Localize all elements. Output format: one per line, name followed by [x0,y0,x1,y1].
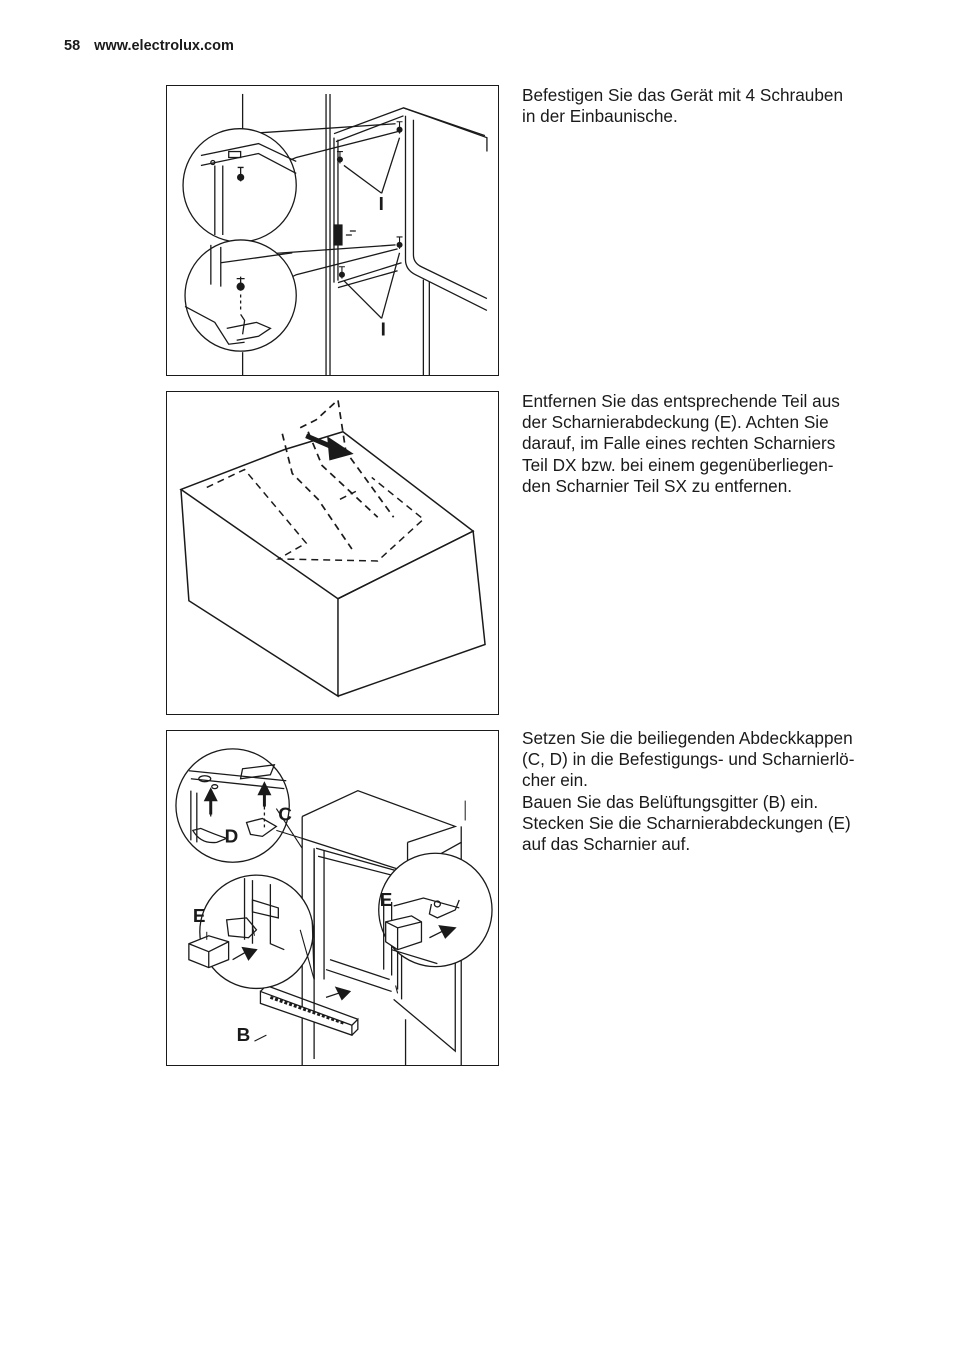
step-1-text [522,85,892,127]
text-line: Bauen Sie das Belüftungsgitter (B) ein. [522,791,819,812]
text-line: in der Einbaunische. [522,106,678,127]
text-line: darauf, im Falle eines rechten Scharniers [522,433,836,454]
label-e-left: E [192,905,206,927]
page-header [64,38,234,54]
text-line: Teil DX bzw. bei einem gegenüberliegen- [522,454,834,475]
text-line: cher ein. [522,770,588,791]
step-3-text [522,728,892,855]
label-d: D [224,826,239,848]
label-screw-lower: I [380,318,386,340]
text-line: (C, D) in die Befestigungs- und Scharnierlö- [522,749,855,770]
label-e-right: E [379,889,393,911]
page-number: 58 [64,38,81,54]
website-url: www.electrolux.com [94,38,234,54]
text-line: Befestigen Sie das Gerät mit 4 Schrauben [522,85,844,105]
hinge-cover-illustration [167,392,498,714]
label-c: C [278,804,292,826]
figure-hinge-cover-part [166,391,499,715]
text-line: der Scharnierabdeckung (E). Achten Sie [522,412,829,433]
caps-grille-illustration [167,731,498,1065]
text-line: Stecken Sie die Scharnierabdeckungen (E) [522,812,851,833]
label-screw-upper: I [378,193,384,215]
text-line: auf das Scharnier auf. [522,834,691,855]
figure-caps-and-grille [166,730,499,1066]
text-line: Entfernen Sie das entsprechende Teil aus [522,391,840,411]
screw-fixing-illustration [167,86,498,375]
step-2-text [522,391,892,497]
figure-screw-fixing [166,85,499,376]
label-b: B [236,1025,251,1047]
text-line: Setzen Sie die beiliegenden Abdeckkappen [522,728,853,748]
text-line: den Scharnier Teil SX zu entfernen. [522,475,793,496]
